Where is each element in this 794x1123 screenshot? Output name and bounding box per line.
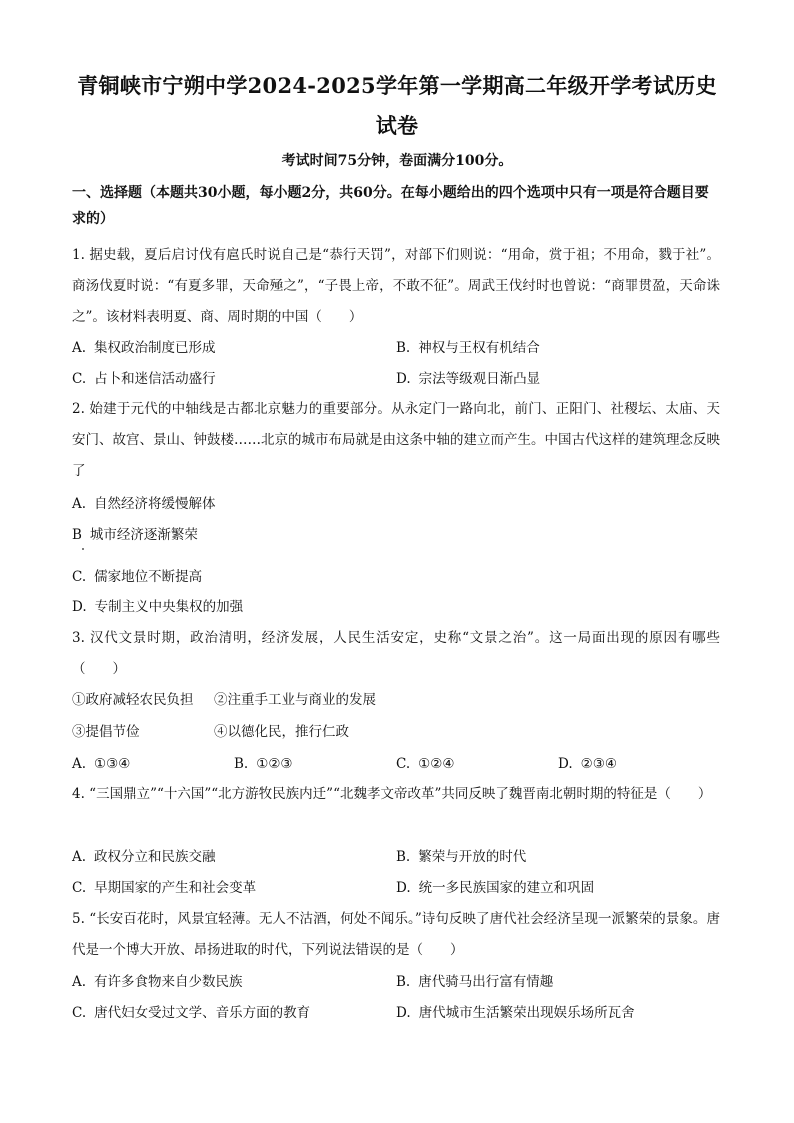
question-1-option-c[interactable] — [72, 369, 216, 389]
option-text: 早期国家的产生和社会变革 — [94, 880, 257, 896]
question-1-option-d[interactable] — [396, 369, 540, 389]
question-5-option-c[interactable] — [72, 1003, 310, 1023]
option-text: ①②③ — [256, 756, 293, 772]
option-text: 有许多食物来自少数民族 — [94, 974, 243, 990]
question-2-stem: 2. 始建于元代的中轴线是古都北京魅力的重要部分。从永定门一路向北，前门、正阳门、社稷坛、太庙、天安门、故宫、景山、钟鼓楼……北京的城市布局就是由这条中轴的建立而产生。中国古代这样的建筑理念反映了 — [72, 401, 720, 479]
exam-subtitle: 考试时间75分钟，卷面满分100分。 — [281, 153, 513, 169]
option-text: 唐代妇女受过文学、音乐方面的教育 — [94, 1005, 311, 1021]
option-text: 占卜和迷信活动盛行 — [94, 371, 216, 387]
option-label: A. — [72, 496, 87, 512]
question-2-option-c[interactable] — [72, 567, 202, 587]
option-label: D. — [558, 756, 573, 772]
option-label: B. — [396, 974, 411, 990]
option-text: 政权分立和民族交融 — [94, 849, 216, 865]
option-label: C. — [396, 756, 411, 772]
question-3-option-b[interactable] — [234, 754, 293, 774]
option-text: 唐代骑马出行富有情趣 — [418, 974, 554, 990]
question-3-item-1: ①政府减轻农民负担 — [72, 692, 194, 708]
option-label: B — [72, 527, 82, 543]
option-text: ②③④ — [580, 756, 617, 772]
question-3-item-4: ④以德化民，推行仁政 — [214, 724, 349, 740]
question-2-option-d[interactable] — [72, 597, 243, 617]
option-text: 宗法等级观日渐凸显 — [418, 371, 541, 387]
option-label: D. — [396, 371, 411, 387]
option-label: C. — [72, 569, 87, 585]
option-label: D. — [72, 599, 87, 615]
option-label: C. — [72, 371, 87, 387]
option-text: 儒家地位不断提高 — [94, 569, 203, 585]
question-5-option-b[interactable] — [396, 972, 553, 992]
option-text: 繁荣与开放的时代 — [418, 849, 527, 865]
question-4-option-c[interactable] — [72, 878, 256, 898]
option-label: A. — [72, 340, 87, 356]
question-1-option-a[interactable] — [72, 338, 216, 358]
question-2-option-b[interactable] — [72, 525, 198, 545]
option-text: 唐代城市生活繁荣出现娱乐场所瓦舍 — [418, 1005, 635, 1021]
section-heading: 一、选择题（本题共30小题，每小题2分，共60分。在每小题给出的四个选项中只有一项是符合题目要求的） — [72, 185, 709, 227]
question-5-option-d[interactable] — [396, 1003, 635, 1023]
option-text: ①②④ — [418, 756, 455, 772]
question-3-stem: 3. 汉代文景时期，政治清明，经济发展，人民生活安定，史称“文景之治”。这一局面出现的原因有哪些（ ） — [72, 630, 720, 677]
option-text: ①③④ — [94, 756, 131, 772]
option-text: 城市经济逐渐繁荣 — [89, 527, 198, 543]
question-5-stem: 5. “长安百花时，风景宜轻薄。无人不沽酒，何处不闻乐。”诗句反映了唐代社会经济呈现一派繁荣的景象。唐代是一个博大开放、昂扬进取的时代，下列说法错误的是（ ） — [72, 911, 720, 958]
option-label: A. — [72, 756, 87, 772]
question-4-option-b[interactable] — [396, 847, 526, 867]
question-4-option-a[interactable] — [72, 847, 216, 867]
question-3-item-2: ②注重手工业与商业的发展 — [214, 692, 376, 708]
option-text: 统一多民族国家的建立和巩固 — [418, 880, 595, 896]
option-text: 自然经济将缓慢解体 — [94, 496, 216, 512]
question-1-stem: 1. 据史载，夏后启讨伐有扈氏时说自己是“恭行天罚”，对部下们则说：“用命，赏于祖；不用命，戮于社”。商汤伐夏时说：“有夏多罪，天命殛之”，“子畏上帝，不敢不征”。周武王伐纣时也曾说：“商罪贯盈，天命诛之”。该材料表明夏、商、周时期的中国（ ） — [72, 247, 720, 325]
exam-title: 青铜峡市宁朔中学2024-2025学年第一学期高二年级开学考试历史试卷 — [77, 73, 717, 138]
option-text: 神权与王权有机结合 — [418, 340, 540, 356]
question-4-stem: 4. “三国鼎立”“十六国”“北方游牧民族内迁”“北魏孝文帝改革”共同反映了魏晋南北朝时期的特征是（ ） — [72, 786, 712, 802]
stray-dot — [82, 548, 84, 550]
question-3-item-3: ③提倡节俭 — [72, 724, 140, 740]
question-2-option-a[interactable] — [72, 494, 216, 514]
option-label: A. — [72, 974, 87, 990]
option-label: D. — [396, 880, 411, 896]
option-label: D. — [396, 1005, 411, 1021]
option-label: C. — [72, 1005, 87, 1021]
question-1-option-b[interactable] — [396, 338, 540, 358]
option-label: B. — [396, 340, 411, 356]
option-label: B. — [234, 756, 249, 772]
question-3-option-c[interactable] — [396, 754, 454, 774]
question-3-option-a[interactable] — [72, 754, 130, 774]
option-label: C. — [72, 880, 87, 896]
question-3-option-d[interactable] — [558, 754, 617, 774]
option-text: 集权政治制度已形成 — [94, 340, 216, 356]
question-4-option-d[interactable] — [396, 878, 594, 898]
option-label: B. — [396, 849, 411, 865]
question-5-option-a[interactable] — [72, 972, 243, 992]
option-text: 专制主义中央集权的加强 — [94, 599, 244, 615]
option-label: A. — [72, 849, 87, 865]
